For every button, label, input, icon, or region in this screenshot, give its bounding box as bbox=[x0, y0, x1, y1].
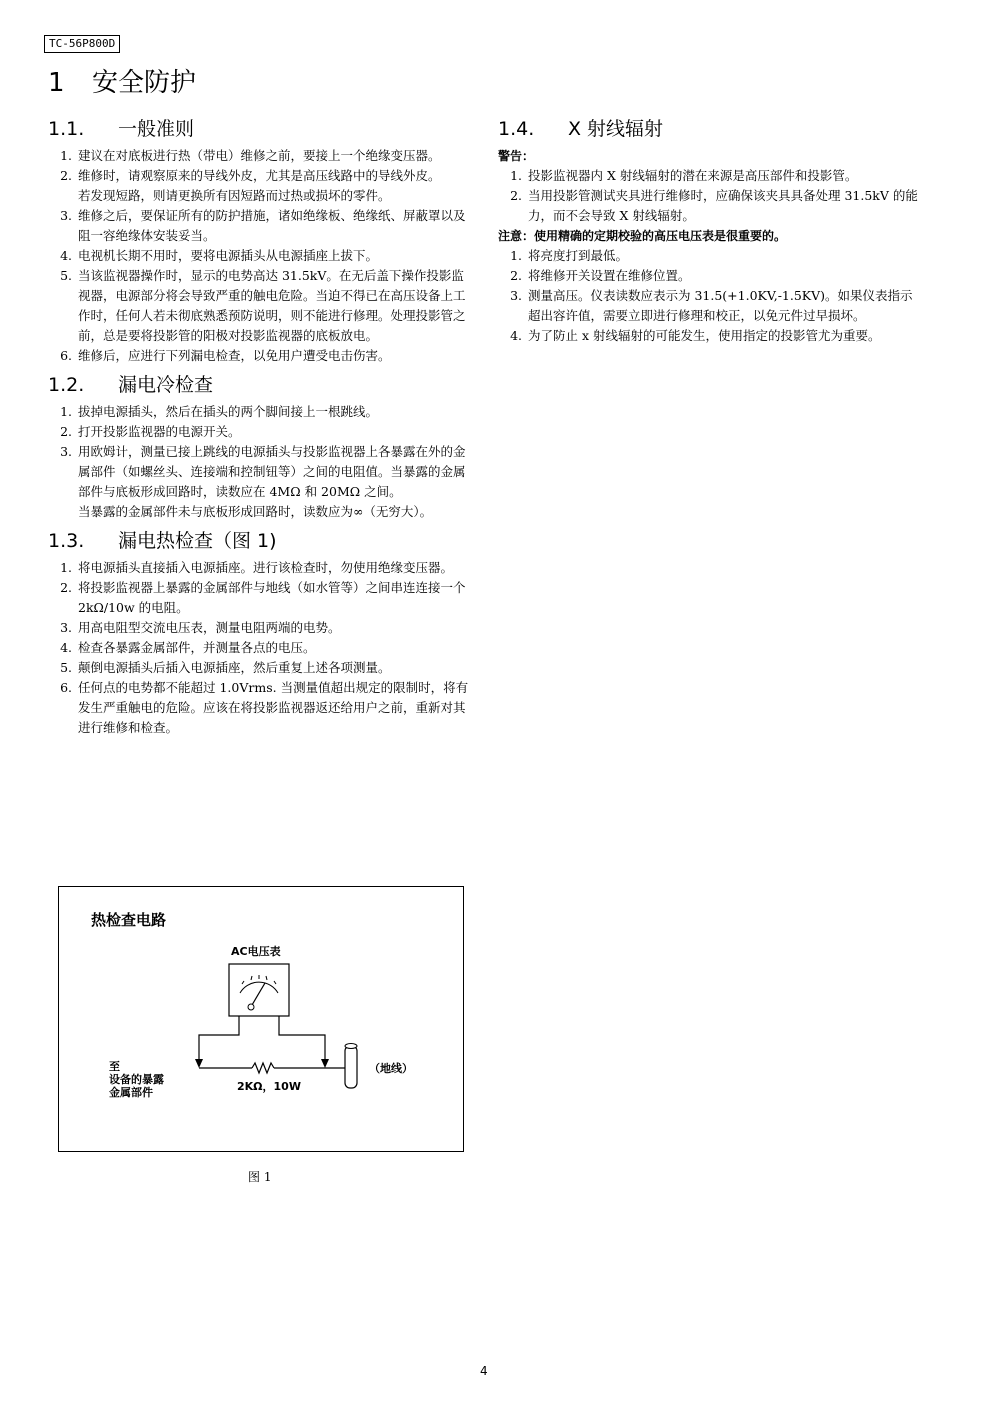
ground-label: （地线） bbox=[369, 1062, 413, 1075]
voltmeter-icon bbox=[229, 964, 289, 1016]
list-item: 3. 测量高压。仪表读数应表示为 31.5(+1.0KV,-1.5KV)。如果仪表指示超出容许值，需要立即进行修理和校正，以免元件过早损坏。 bbox=[510, 288, 913, 323]
chapter-number: 1 bbox=[48, 68, 65, 98]
probe-arrow-left bbox=[195, 1059, 203, 1068]
list-item: 1. 将亮度打到最低。 bbox=[510, 248, 629, 263]
page-number: 4 bbox=[480, 1364, 488, 1378]
section-heading bbox=[48, 528, 473, 554]
list-item: 4. 为了防止 x 射线辐射的可能发生，使用指定的投影管尤为重要。 bbox=[510, 328, 881, 343]
left-column bbox=[48, 116, 473, 744]
circuit-diagram bbox=[59, 887, 463, 1151]
section-number: 1.1. bbox=[48, 118, 85, 140]
model-number: TC-56P800D bbox=[44, 35, 120, 53]
target-label-line3: 金属部件 bbox=[109, 1086, 153, 1099]
section-heading bbox=[48, 116, 473, 142]
warning-label: 警告： bbox=[498, 149, 535, 163]
page-title bbox=[48, 66, 196, 100]
figure-title: 热检查电路 bbox=[91, 911, 167, 929]
list-item: 1. 投影监视器内 X 射线辐射的潜在来源是高压部件和投影管。 bbox=[510, 168, 858, 183]
ground-pipe-icon bbox=[345, 1046, 357, 1088]
list-item: 1. 将电源插头直接插入电源插座。进行该检查时，勿使用绝缘变压器。 bbox=[60, 560, 454, 575]
list-item: 3. 维修之后，要保证所有的防护措施，诸如绝缘板、绝缘纸、屏蔽罩以及阻一容绝缘体安装妥当。 bbox=[60, 208, 466, 243]
list-item: 2. 将投影监视器上暴露的金属部件与地线（如水管等）之间串连连接一个 2kΩ/10w 的电阻。 bbox=[60, 580, 466, 615]
list-item: 3. 用高电阻型交流电压表，测量电阻两端的电势。 bbox=[60, 620, 341, 635]
chapter-title: 安全防护 bbox=[92, 68, 197, 98]
section-1-1 bbox=[48, 116, 473, 366]
hot-check-circuit-figure bbox=[58, 886, 464, 1152]
resistor-icon bbox=[252, 1063, 274, 1073]
right-column bbox=[498, 116, 924, 352]
caution-label: 注意：使用精确的定期校验的高压电压表是很重要的。 bbox=[498, 229, 787, 243]
list-note: 若发现短路，则请更换所有因短路而过热或损坏的零件。 bbox=[78, 188, 391, 203]
list-item: 3. 用欧姆计，测量已接上跳线的电源插头与投影监视器上各暴露在外的金属部件（如螺丝头、连接端和控制钮等）之间的电阻值。当暴露的金属部件与底板形成回路时，读数应在 4MΩ 和 20MΩ 之间。 bbox=[60, 444, 466, 499]
list-item: 2. 当用投影管测试夹具进行维修时，应确保该夹具具备处理 31.5kV 的能力，而不会导致 X 射线辐射。 bbox=[510, 188, 918, 223]
list-item: 2. 打开投影监视器的电源开关。 bbox=[60, 424, 241, 439]
section-1-2 bbox=[48, 372, 473, 522]
list-item: 1. 拔掉电源插头，然后在插头的两个脚间接上一根跳线。 bbox=[60, 404, 379, 419]
figure-caption: 图 1 bbox=[248, 1170, 272, 1184]
probe-wire-left bbox=[199, 1016, 239, 1065]
pipe-top bbox=[345, 1044, 357, 1049]
list-item: 4. 检查各暴露金属部件，并测量各点的电压。 bbox=[60, 640, 316, 655]
section-title: 漏电冷检查 bbox=[118, 374, 214, 396]
list-item: 5. 当该监视器操作时，显示的电势高达 31.5kV。在无后盖下操作投影监视器，电源部分将会导致严重的触电危险。当迫不得已在高压设备上工作时，任何人若未彻底熟悉预防说明，则不能进行修理。处理投影管之前，总是要将投影管的阳极对投影监视器的底板放电。 bbox=[60, 268, 466, 343]
list-item: 2. 维修时，请观察原来的导线外皮，尤其是高压线路中的导线外皮。 bbox=[60, 168, 441, 183]
probe-wire-right bbox=[279, 1016, 325, 1065]
list-item: 4. 电视机长期不用时，要将电源插头从电源插座上拔下。 bbox=[60, 248, 379, 263]
section-heading bbox=[48, 372, 473, 398]
meter-pivot bbox=[248, 1004, 254, 1010]
list-item: 1. 建议在对底板进行热（带电）维修之前，要接上一个绝缘变压器。 bbox=[60, 148, 441, 163]
section-number: 1.4. bbox=[498, 118, 535, 140]
list-item: 5. 颠倒电源插头后插入电源插座，然后重复上述各项测量。 bbox=[60, 660, 391, 675]
section-heading bbox=[498, 116, 924, 142]
list-note: 当暴露的金属部件未与底板形成回路时，读数应为∞（无穷大）。 bbox=[78, 504, 433, 519]
list-item: 6. 维修后，应进行下列漏电检查，以免用户遭受电击伤害。 bbox=[60, 348, 391, 363]
target-label-line2: 设备的暴露 bbox=[109, 1073, 164, 1086]
target-label-line1: 至 bbox=[109, 1060, 120, 1073]
section-title: 漏电热检查（图 1) bbox=[118, 530, 277, 552]
section-1-3 bbox=[48, 528, 473, 738]
list-item: 2. 将维修开关设置在维修位置。 bbox=[510, 268, 691, 283]
section-number: 1.2. bbox=[48, 374, 85, 396]
section-1-4 bbox=[498, 116, 924, 346]
list-item: 6. 任何点的电势都不能超过 1.0Vrms. 当测量值超出规定的限制时，将有发生严重触电的危险。应该在将投影监视器返还给用户之前，重新对其进行维修和检查。 bbox=[60, 680, 469, 735]
resistor-label: 2KΩ，10W bbox=[237, 1080, 301, 1093]
section-number: 1.3. bbox=[48, 530, 85, 552]
section-title: 一般准则 bbox=[118, 118, 195, 140]
section-title: X 射线辐射 bbox=[568, 118, 664, 140]
probe-arrow-right bbox=[321, 1059, 329, 1068]
meter-label: AC电压表 bbox=[231, 945, 281, 958]
